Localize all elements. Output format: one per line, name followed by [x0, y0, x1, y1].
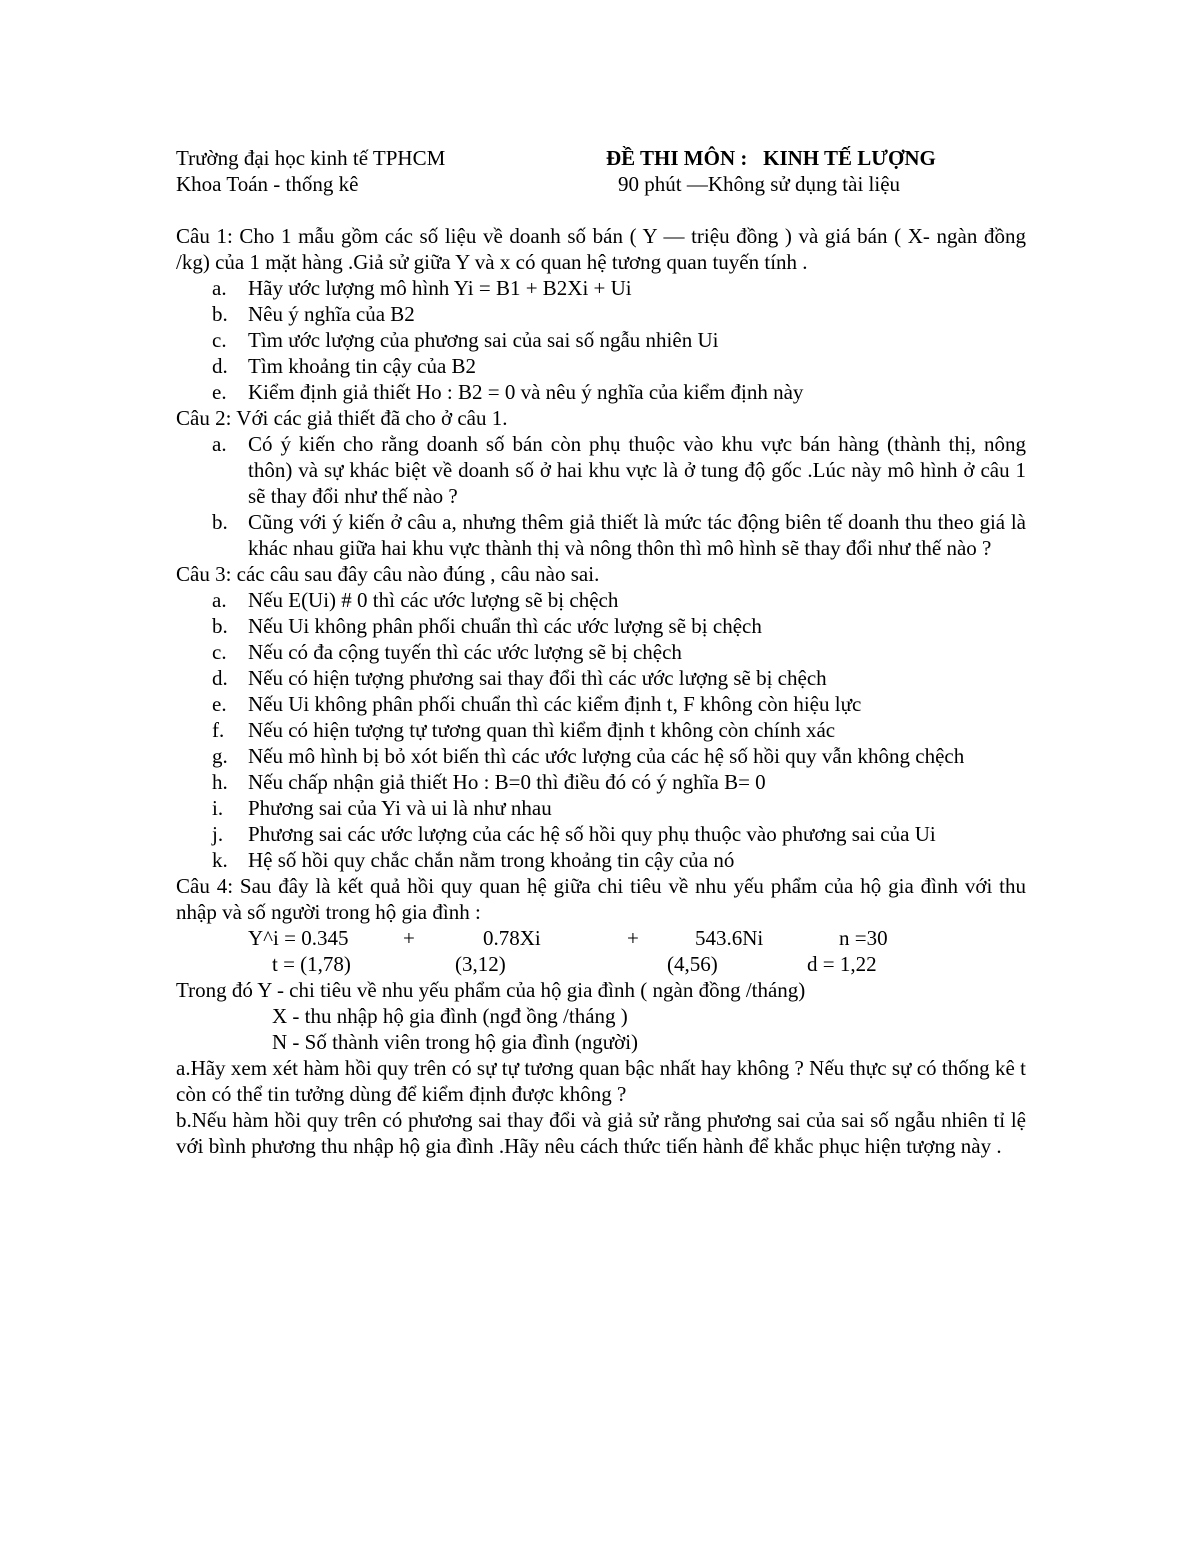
item-text: Nếu E(Ui) # 0 thì các ước lượng sẽ bị chệch	[248, 588, 619, 612]
list-item	[176, 275, 1026, 301]
item-text: Cũng với ý kiến ở câu a, nhưng thêm giả thiết là mức tác động biên tế doanh thu theo giá là khác nhau giữa hai khu vực thành thị và nông thôn thì mô hình sẽ thay đổi như thế nào ?	[248, 510, 1026, 560]
item-text: Hãy ước lượng mô hình Yi = B1 + B2Xi + Ui	[248, 276, 632, 300]
definition-x: X - thu nhập hộ gia đình (ngđ ồng /tháng )	[272, 1004, 628, 1028]
item-text: Nếu có đa cộng tuyến thì các ước lượng sẽ bị chệch	[248, 640, 682, 664]
exam-document	[176, 145, 1026, 1159]
list-item	[176, 639, 1026, 665]
item-text: Nếu có hiện tượng phương sai thay đổi thì các ước lượng sẽ bị chệch	[248, 666, 827, 690]
item-label: b.	[212, 614, 228, 638]
equation-n-term: 543.6Ni	[695, 926, 764, 950]
t-statistics	[176, 951, 1026, 977]
list-item	[176, 691, 1026, 717]
list-item	[176, 743, 1026, 769]
item-text: Có ý kiến cho rằng doanh số bán còn phụ thuộc vào khu vực bán hàng (thành thị, nông thôn) và sự khác biệt về doanh số ở hai khu vực là ở tung độ gốc .Lúc này mô hình ở câu 1 sẽ thay đổi như thế nào ?	[248, 432, 1026, 508]
item-label: h.	[212, 770, 228, 794]
durbin-watson: d = 1,22	[807, 952, 877, 976]
department-name: Khoa Toán - thống kê	[176, 172, 359, 196]
list-item	[176, 431, 1026, 509]
item-label: c.	[212, 640, 227, 664]
item-label: f.	[212, 718, 225, 742]
exam-header	[176, 145, 1026, 197]
list-item	[176, 613, 1026, 639]
definition-y: Trong đó Y - chi tiêu về nhu yếu phẩm của hộ gia đình ( ngàn đồng /tháng)	[176, 978, 806, 1002]
equation-plus: +	[403, 926, 415, 950]
list-item	[176, 327, 1026, 353]
list-item	[176, 379, 1026, 405]
t-stat-x: (3,12)	[455, 952, 506, 976]
list-item	[176, 821, 1026, 847]
item-text: Nếu có hiện tượng tự tương quan thì kiểm định t không còn chính xác	[248, 718, 836, 742]
question-1-items	[176, 275, 1026, 405]
item-label: b.	[212, 510, 228, 534]
list-item	[176, 353, 1026, 379]
item-label: a.	[212, 276, 227, 300]
list-item	[176, 665, 1026, 691]
item-label: k.	[212, 848, 228, 872]
header-right	[606, 145, 1026, 197]
list-item	[176, 509, 1026, 561]
t-stat-n: (4,56)	[667, 952, 718, 976]
item-label: g.	[212, 744, 228, 768]
item-text: Phương sai các ước lượng của các hệ số hồi quy phụ thuộc vào phương sai của Ui	[248, 822, 936, 846]
item-label: i.	[212, 796, 224, 820]
variable-definitions	[176, 977, 1026, 1055]
list-item	[176, 769, 1026, 795]
list-item	[176, 847, 1026, 873]
spacer	[176, 197, 1026, 223]
item-label: e.	[212, 692, 227, 716]
item-text: Nếu chấp nhận giả thiết Ho : B=0 thì điều đó có ý nghĩa B= 0	[248, 770, 766, 794]
item-text: Tìm khoảng tin cậy của B2	[248, 354, 477, 378]
item-text: Hệ số hồi quy chắc chắn nằm trong khoảng tin cậy của nó	[248, 848, 735, 872]
item-text: Tìm ước lượng của phương sai của sai số ngẫu nhiên Ui	[248, 328, 719, 352]
question-4-part-b: b.Nếu hàm hồi quy trên có phương sai thay đổi và giả sử rằng phương sai của sai số ngẫu nhiên tỉ lệ với bình phương thu nhập hộ gia đình .Hãy nêu cách thức tiến hành để khắc phục hiện tượng này .	[176, 1108, 1026, 1158]
item-text: Nếu mô hình bị bỏ xót biến thì các ước lượng của các hệ số hồi quy vẫn không chệch	[248, 744, 965, 768]
regression-equation	[176, 925, 1026, 951]
question-4-part-a: a.Hãy xem xét hàm hồi quy trên có sự tự tương quan bậc nhất hay không ? Nếu thực sự có thống kê t còn có thể tin tưởng dùng để kiểm định được không ?	[176, 1056, 1026, 1106]
item-text: Nếu Ui không phân phối chuẩn thì các kiểm định t, F không còn hiệu lực	[248, 692, 862, 716]
equation-plus: +	[627, 926, 639, 950]
item-label: e.	[212, 380, 227, 404]
item-label: b.	[212, 302, 228, 326]
question-2-text: Câu 2: Với các giả thiết đã cho ở câu 1.	[176, 406, 508, 430]
question-1-text: Câu 1: Cho 1 mẫu gồm các số liệu về doanh số bán ( Y — triệu đồng ) và giá bán ( X- ngàn đồng /kg) của 1 mặt hàng .Giả sử giữa Y và x có quan hệ tương quan tuyến tính .	[176, 224, 1026, 274]
sample-size: n =30	[839, 926, 888, 950]
definition-n: N - Số thành viên trong hộ gia đình (người)	[272, 1030, 639, 1054]
equation-x-term: 0.78Xi	[483, 926, 541, 950]
question-2-items	[176, 431, 1026, 561]
list-item	[176, 587, 1026, 613]
exam-info: 90 phút —Không sử dụng tài liệu	[618, 172, 901, 196]
item-text: Nếu Ui không phân phối chuẩn thì các ước lượng sẽ bị chệch	[248, 614, 762, 638]
school-name: Trường đại học kinh tế TPHCM	[176, 146, 446, 170]
header-left	[176, 145, 606, 197]
list-item	[176, 717, 1026, 743]
equation-intercept: Y^i = 0.345	[248, 926, 349, 950]
item-label: a.	[212, 588, 227, 612]
item-text: Phương sai của Yi và ui là như nhau	[248, 796, 552, 820]
item-label: a.	[212, 432, 227, 456]
t-stat-intercept: t = (1,78)	[272, 952, 351, 976]
question-4-text: Câu 4: Sau đây là kết quả hồi quy quan hệ giữa chi tiêu về nhu yếu phẩm của hộ gia đình với thu nhập và số người trong hộ gia đình :	[176, 874, 1026, 924]
question-3-items	[176, 587, 1026, 873]
list-item	[176, 795, 1026, 821]
item-text: Nêu ý nghĩa của B2	[248, 302, 415, 326]
list-item	[176, 301, 1026, 327]
item-label: c.	[212, 328, 227, 352]
item-label: j.	[212, 822, 224, 846]
exam-title: ĐỀ THI MÔN : KINH TẾ LƯỢNG	[606, 146, 936, 170]
question-3-text: Câu 3: các câu sau đây câu nào đúng , câu nào sai.	[176, 562, 600, 586]
item-label: d.	[212, 666, 228, 690]
item-text: Kiểm định giả thiết Ho : B2 = 0 và nêu ý nghĩa của kiểm định này	[248, 380, 804, 404]
item-label: d.	[212, 354, 228, 378]
